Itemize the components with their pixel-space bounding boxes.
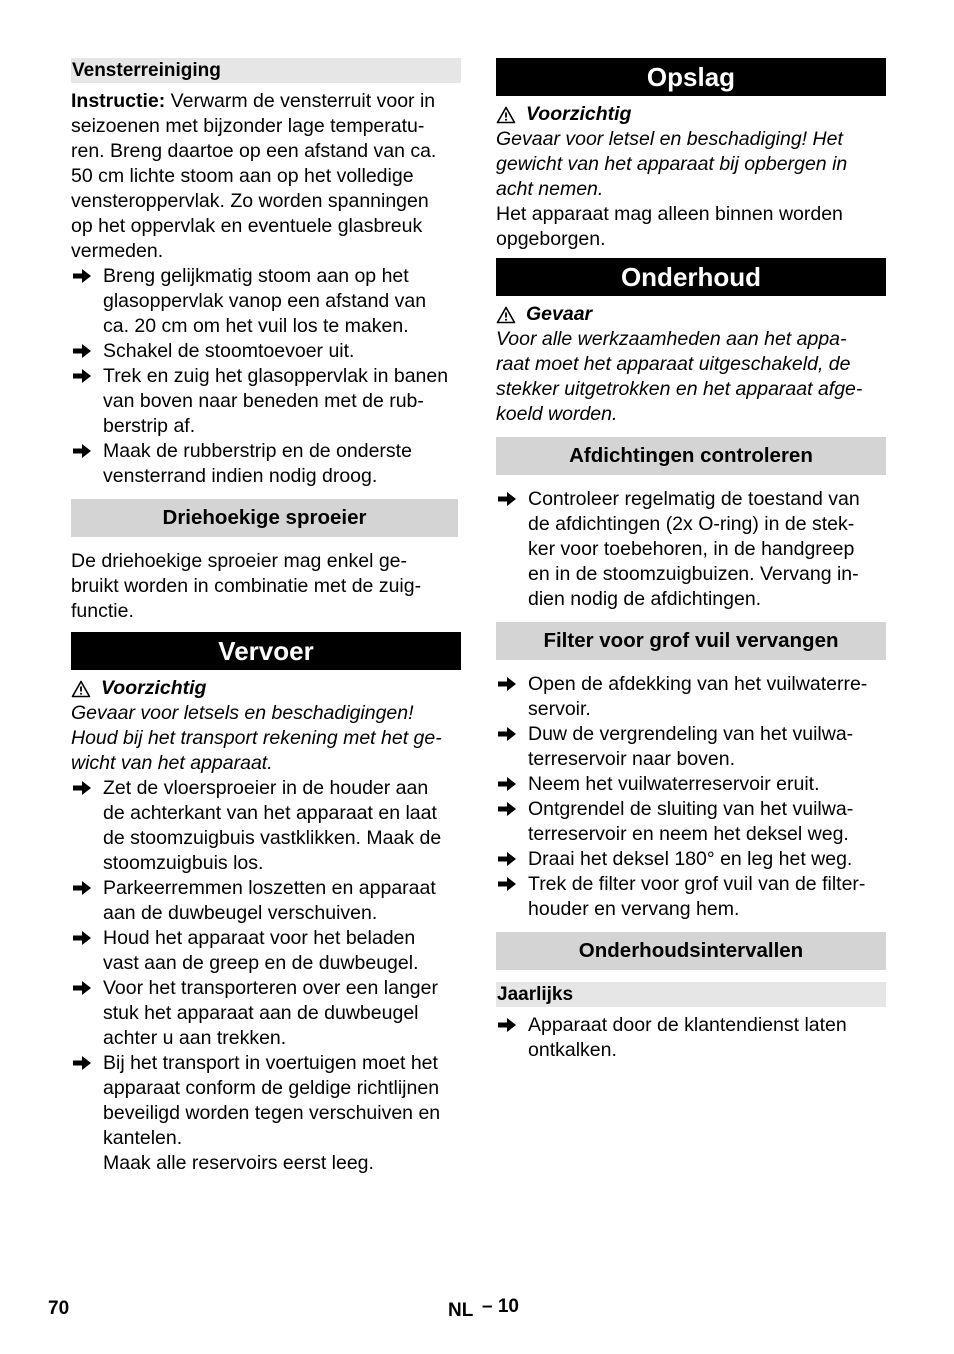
arrow-right-icon xyxy=(498,851,516,867)
arrow-right-icon xyxy=(498,491,516,507)
warning-text: Voor alle werkzaamheden aan het appa- raat moet het apparaat uitgeschakeld, de stekker uitgetrokken en het apparaat afge- koeld worden. xyxy=(496,328,863,425)
list-item: Parkeerremmen loszetten en apparaat aan de duwbeugel verschuiven. xyxy=(71,876,461,926)
warning-voorzichtig: Voorzichtig xyxy=(71,676,461,701)
instruction-line: 50 cm lichte stoom aan op het volledige xyxy=(71,165,414,187)
afdichtingen-steps xyxy=(496,487,886,612)
list-item: Zet de vloersproeier in de houder aan de achterkant van het apparaat en laat de stoomzuigbuis vastklikken. Maak de stoomzuigbuis los. xyxy=(71,776,461,876)
warning-gevaar: Gevaar xyxy=(496,302,886,327)
warning-text: Gevaar voor letsel en beschadiging! Het gewicht van het apparaat bij opbergen in acht nemen. xyxy=(496,128,848,200)
heading-onderhoudsintervallen: Onderhoudsintervallen xyxy=(496,932,886,970)
arrow-right-icon xyxy=(73,368,91,384)
vervoer-after-text: Maak alle reservoirs eerst leeg. xyxy=(103,1152,374,1174)
list-item: Neem het vuilwaterreservoir eruit. xyxy=(496,772,886,797)
list-item: Controleer regelmatig de toestand van de afdichtingen (2x O-ring) in de stek- ker voor toebehoren, in de handgreep en in de stoomzuigbuizen. Vervang in- dien nodig de afdichtingen. xyxy=(496,487,886,612)
arrow-right-icon xyxy=(498,726,516,742)
arrow-right-icon xyxy=(73,780,91,796)
list-item: Voor het transporteren over een langer stuk het apparaat aan de duwbeugel achter u aan trekken. xyxy=(71,976,461,1051)
jaarlijks-steps xyxy=(496,1013,886,1063)
warning-text: Gevaar voor letsels en beschadigingen! Houd bij het transport rekening met het ge- wicht van het apparaat. xyxy=(71,702,442,774)
warning-voorzichtig: Voorzichtig xyxy=(496,102,886,127)
heading-vensterreiniging: Vensterreiniging xyxy=(71,58,461,83)
vervoer-steps xyxy=(71,776,461,1151)
instruction-line: seizoenen met bijzonder lage temperatu- xyxy=(71,115,425,137)
language-code: NL xyxy=(448,1300,474,1321)
heading-filter-voor-grof-vuil: Filter voor grof vuil vervangen xyxy=(496,622,886,660)
arrow-right-icon xyxy=(498,776,516,792)
list-item: Breng gelijkmatig stoom aan op het glasoppervlak vanop een afstand van ca. 20 cm om het vuil los te maken. xyxy=(71,264,461,339)
list-item: Trek en zuig het glasoppervlak in banen van boven naar beneden met de rub- berstrip af. xyxy=(71,364,461,439)
instruction-label: Instructie: xyxy=(71,90,166,112)
arrow-right-icon xyxy=(73,980,91,996)
list-item: Schakel de stoomtoevoer uit. xyxy=(71,339,461,364)
driehoek-paragraph: De driehoekige sproeier mag enkel ge- bruikt worden in combinatie met de zuig- functie. xyxy=(71,550,422,622)
venster-steps xyxy=(71,264,461,489)
list-item: Draai het deksel 180° en leg het weg. xyxy=(496,847,886,872)
arrow-right-icon xyxy=(73,343,91,359)
list-item: Houd het apparaat voor het beladen vast aan de greep en de duwbeugel. xyxy=(71,926,461,976)
instruction-line: Verwarm de vensterruit voor in xyxy=(165,90,436,112)
opslag-paragraph: Het apparaat mag alleen binnen worden opgeborgen. xyxy=(496,203,843,250)
left-column xyxy=(71,58,461,1176)
warning-triangle-icon xyxy=(496,106,516,124)
heading-opslag: Opslag xyxy=(496,58,886,96)
right-column xyxy=(496,58,886,1063)
warning-triangle-icon xyxy=(496,306,516,324)
list-item: Apparaat door de klantendienst laten ontkalken. xyxy=(496,1013,886,1063)
arrow-right-icon xyxy=(73,930,91,946)
filter-steps xyxy=(496,672,886,922)
instruction-line: op het oppervlak en eventuele glasbreuk xyxy=(71,215,423,237)
arrow-right-icon xyxy=(498,1017,516,1033)
arrow-right-icon xyxy=(73,880,91,896)
list-item: Trek de filter voor grof vuil van de filter- houder en vervang hem. xyxy=(496,872,886,922)
heading-driehoekige-sproeier: Driehoekige sproeier xyxy=(71,499,458,537)
arrow-right-icon xyxy=(73,443,91,459)
instruction-line: ren. Breng daartoe op een afstand van ca. xyxy=(71,140,437,162)
arrow-right-icon xyxy=(498,876,516,892)
heading-onderhoud: Onderhoud xyxy=(496,258,886,296)
list-item: Bij het transport in voertuigen moet het apparaat conform de geldige richtlijnen beveiligd worden tegen verschuiven en kantelen. xyxy=(71,1051,461,1151)
heading-afdichtingen-controleren: Afdichtingen controleren xyxy=(496,437,886,475)
heading-vervoer: Vervoer xyxy=(71,632,461,670)
list-item: Ontgrendel de sluiting van het vuilwa- terreservoir en neem het deksel weg. xyxy=(496,797,886,847)
page-number: 70 xyxy=(48,1298,70,1319)
list-item: Open de afdekking van het vuilwaterre- servoir. xyxy=(496,672,886,722)
section-page-number: – 10 xyxy=(482,1296,519,1317)
instruction-line: vermeden. xyxy=(71,240,164,262)
arrow-right-icon xyxy=(498,676,516,692)
instruction-paragraph xyxy=(71,89,461,264)
list-item: Duw de vergrendeling van het vuilwa- terreservoir naar boven. xyxy=(496,722,886,772)
arrow-right-icon xyxy=(73,1055,91,1071)
warning-triangle-icon xyxy=(71,680,91,698)
instruction-line: vensteroppervlak. Zo worden spanningen xyxy=(71,190,429,212)
list-item: Maak de rubberstrip en de onderste vensterrand indien nodig droog. xyxy=(71,439,461,489)
arrow-right-icon xyxy=(498,801,516,817)
heading-jaarlijks: Jaarlijks xyxy=(496,982,886,1007)
arrow-right-icon xyxy=(73,268,91,284)
